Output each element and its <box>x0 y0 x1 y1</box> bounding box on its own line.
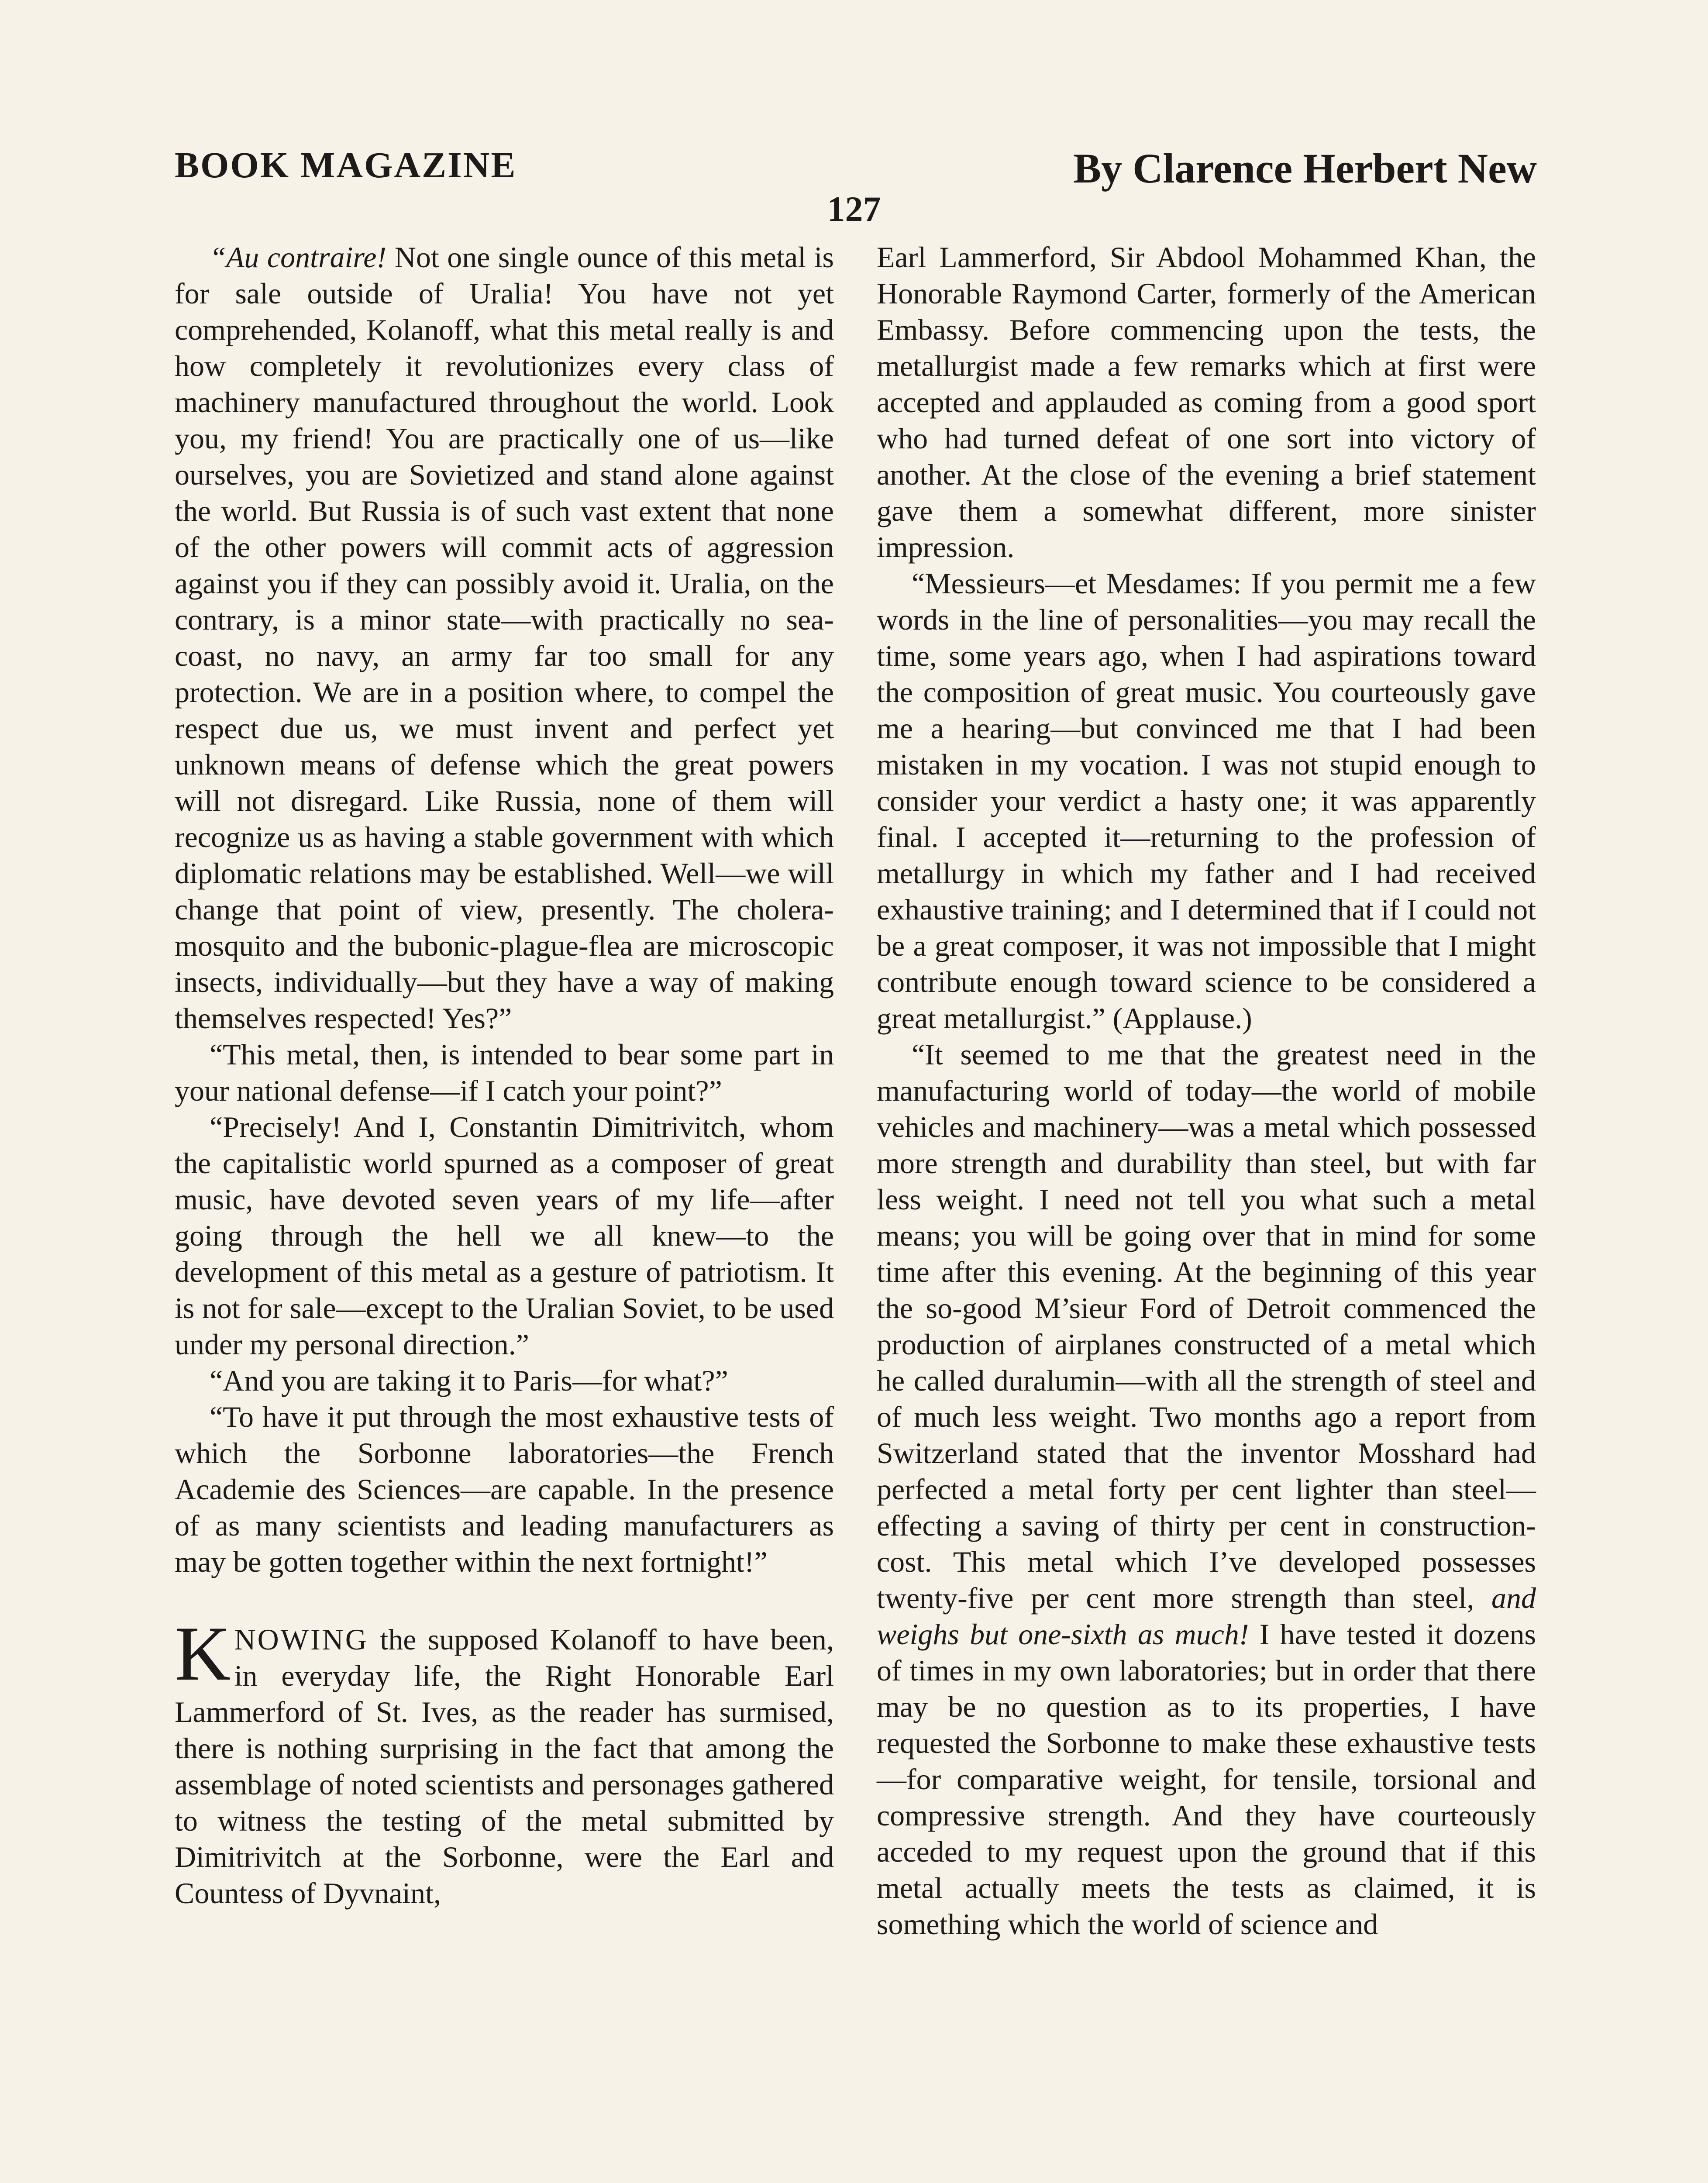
paragraph: “This metal, then, is intended to bear some part in your national defense—if I catch your point?” <box>175 1038 834 1107</box>
paragraph: “To have it put through the most exhaustive tests of which the Sorbonne laboratories—the French Academie des Sciences—are capable. In the presence of as many scientists and leading manufacturers as may be gotten together within the next fortnight!” <box>175 1400 834 1578</box>
paragraph: “Precisely! And I, Constantin Dimitrivitch, whom the capitalistic world spurned as a composer of great music, have devoted seven years of my life—after going through the hell we all knew—to the development of this metal as a gesture of patriotism. It is not for sale—except to the Uralian Soviet, to be used under my personal direction.” <box>175 1110 834 1361</box>
magazine-title: BOOK MAGAZINE <box>175 145 517 186</box>
page-number: 127 <box>827 189 881 229</box>
paragraph-text: “It seemed to me that the greatest need in the manufacturing world of today—the world of mobile vehicles and machinery—was a metal which possessed more strength and durability than steel, but with far less weight. I need not tell you what such a metal means; you will be going over that in mind for some time after this evening. At the beginning of this year the so-good M’sieur Ford of Detroit commenced the production of airplanes constructed of a metal which he called duralumin—with all the strength of steel and of much less weight. Two months ago a report from Switzerland stated that the inventor Mosshard had perfected a metal forty per cent lighter than steel—effecting a saving of thirty per cent in construction-cost. This metal which I’ve developed possesses twenty-five per cent more strength than steel, <box>877 1038 1536 1615</box>
paragraph <box>877 1036 1536 1942</box>
drop-cap: K <box>175 1610 231 1697</box>
right-column <box>877 239 1536 1942</box>
paragraph: “And you are taking it to Paris—for what?” <box>210 1364 728 1397</box>
paragraph-text: I have tested it dozens of times in my own laboratories; but in order that there may be no question as to its properties, I have requested the Sorbonne to make these exhaustive tests—for comparative weight, for tensile, torsional and compressive strength. And they have courteously acceded to my request upon the ground that if this metal actually meets the tests as claimed, it is something which the world of science and <box>877 1618 1536 1941</box>
paragraph-text: the supposed Kolanoff to have been, in everyday life, the Right Honorable Earl Lammerford of St. Ives, as the reader has surmised, there is nothing surprising in the fact that among the assemblage of noted scientists and personages gathered to witness the testing of the metal submitted by Dimitrivitch at the Sorbonne, were the Earl and Countess of Dyvnaint, <box>175 1623 834 1910</box>
paragraph: Earl Lammerford, Sir Abdool Mohammed Khan, the Honorable Raymond Carter, formerly of the American Embassy. Before commencing upon the tests, the metallurgist made a few remarks which at first were accepted and applauded as coming from a good sport who had turned defeat of one sort into victory of another. At the close of the evening a brief statement gave them a somewhat different, more sinister impression. <box>877 241 1536 564</box>
section-opening-paragraph <box>175 1610 834 1911</box>
left-column <box>175 239 834 1911</box>
small-caps-lead: NOWING <box>234 1623 368 1656</box>
italic-phrase: and weighs but one-sixth as much! <box>877 1581 1536 1651</box>
paragraph-text: Not one single ounce of this metal is for sale outside of Uralia! You have not yet comprehended, Kolanoff, what this metal really is and how completely it revolutionizes every class of machinery manufactured throughout the world. Look you, my friend! You are practically one of us—like ourselves, you are Sovietized and stand alone against the world. But Russia is of such vast extent that none of the other powers will commit acts of aggression against you if they can possibly avoid it. Uralia, on the contrary, is a minor state—with practically no sea-coast, no navy, an army far too small for any protection. We are in a position where, to compel the respect due us, we must invent and perfect yet unknown means of defense which the great powers will not disregard. Like Russia, none of them will recognize us as having a stable government with which diplomatic relations may be established. Well—we will change that point of view, presently. The cholera-mosquito and the bubonic-plague-flea are microscopic insects, individually—but they have a way of making themselves respected! Yes?” <box>175 241 834 1035</box>
italic-phrase: “Au contraire! <box>210 241 387 274</box>
paragraph: “Messieurs—et Mesdames: If you permit me a few words in the line of personalities—you may recall the time, some years ago, when I had aspirations toward the composition of great music. You courteously gave me a hearing—but convinced me that I had been mistaken in my vocation. I was not stupid enough to consider your verdict a hasty one; it was apparently final. I accepted it—returning to the profession of metallurgy in which my father and I had received exhaustive training; and I determined that if I could not be a great composer, it was not impossible that I might contribute enough toward science to be considered a great metallurgist.” (Applause.) <box>877 567 1536 1035</box>
author-byline: By Clarence Herbert New <box>1073 145 1537 192</box>
paragraph <box>175 239 834 1036</box>
